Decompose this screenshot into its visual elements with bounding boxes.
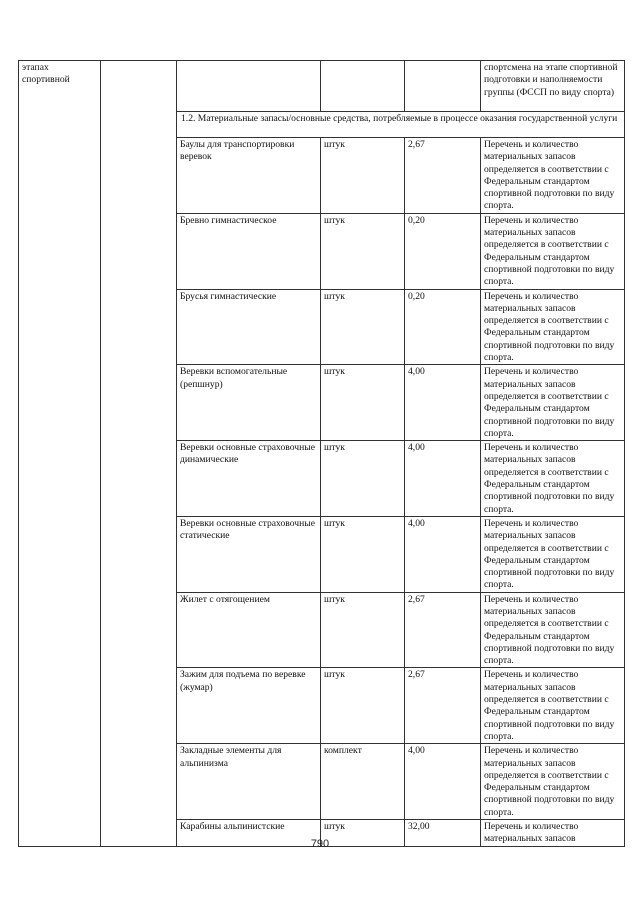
item-quantity: 2,67 — [405, 592, 481, 668]
item-note: Перечень и количество материальных запасов определяется в соответствии с Федеральным стандартом спортивной подготовки по виду спорта. — [481, 592, 625, 668]
left-column-cell — [19, 61, 101, 847]
item-name: Веревки вспомогательные (репшнур) — [177, 365, 321, 441]
name-cell — [177, 61, 321, 112]
item-name: Закладные элементы для альпинизма — [177, 744, 321, 820]
item-unit: штук — [321, 138, 405, 214]
item-name: Карабины альпинистские — [177, 820, 321, 847]
quantity-cell — [405, 61, 481, 112]
item-note: Перечень и количество материальных запасов определяется в соответствии с Федеральным стандартом спортивной подготовки по виду спорта. — [481, 289, 625, 365]
item-note: Перечень и количество материальных запасов определяется в соответствии с Федеральным стандартом спортивной подготовки по виду спорта. — [481, 516, 625, 592]
item-note: Перечень и количество материальных запасов определяется в соответствии с Федеральным стандартом спортивной подготовки по виду спорта. — [481, 138, 625, 214]
item-unit: штук — [321, 213, 405, 289]
item-note: Перечень и количество материальных запасов определяется в соответствии с Федеральным стандартом спортивной подготовки по виду спорта. — [481, 365, 625, 441]
item-unit: штук — [321, 441, 405, 517]
item-unit: штук — [321, 365, 405, 441]
left-column-text: этапах спортивной — [22, 62, 70, 86]
item-name: Веревки основные страховочные динамические — [177, 441, 321, 517]
item-name: Веревки основные страховочные статические — [177, 516, 321, 592]
item-name: Жилет с отягощением — [177, 592, 321, 668]
item-quantity: 4,00 — [405, 441, 481, 517]
item-note: Перечень и количество материальных запасов определяется в соответствии с Федеральным стандартом спортивной подготовки по виду спорта. — [481, 213, 625, 289]
item-unit: штук — [321, 820, 405, 847]
item-note: Перечень и количество материальных запасов определяется в соответствии с Федеральным стандартом спортивной подготовки по виду спорта. — [481, 441, 625, 517]
section-heading: 1.2. Материальные запасы/основные средства, потребляемые в процессе оказания государственной услуги — [181, 113, 618, 124]
item-quantity: 2,67 — [405, 138, 481, 214]
item-unit: штук — [321, 592, 405, 668]
materials-table — [18, 60, 625, 847]
item-quantity: 32,00 — [405, 820, 481, 847]
item-quantity: 4,00 — [405, 744, 481, 820]
item-name: Брусья гимнастические — [177, 289, 321, 365]
unit-cell — [321, 61, 405, 112]
item-unit: штук — [321, 668, 405, 744]
section-heading-cell — [177, 112, 625, 138]
top-row-note: спортсмена на этапе спортивной подготовки и наполняемости группы (ФССП по виду спорта) — [484, 62, 618, 98]
item-note: Перечень и количество материальных запасов — [481, 820, 625, 847]
item-name: Баулы для транспортировки веревок — [177, 138, 321, 214]
note-cell — [481, 61, 625, 112]
item-quantity: 4,00 — [405, 516, 481, 592]
table-row — [19, 61, 625, 112]
item-quantity: 2,67 — [405, 668, 481, 744]
item-quantity: 0,20 — [405, 289, 481, 365]
item-note: Перечень и количество материальных запасов определяется в соответствии с Федеральным стандартом спортивной подготовки по виду спорта. — [481, 744, 625, 820]
page-number: 790 — [310, 838, 330, 850]
item-unit: штук — [321, 289, 405, 365]
item-quantity: 4,00 — [405, 365, 481, 441]
item-quantity: 0,20 — [405, 213, 481, 289]
item-unit: штук — [321, 516, 405, 592]
item-name: Бревно гимнастическое — [177, 213, 321, 289]
item-name: Зажим для подъема по веревке (жумар) — [177, 668, 321, 744]
item-unit: комплект — [321, 744, 405, 820]
second-column-cell — [101, 61, 177, 847]
item-note: Перечень и количество материальных запасов определяется в соответствии с Федеральным стандартом спортивной подготовки по виду спорта. — [481, 668, 625, 744]
